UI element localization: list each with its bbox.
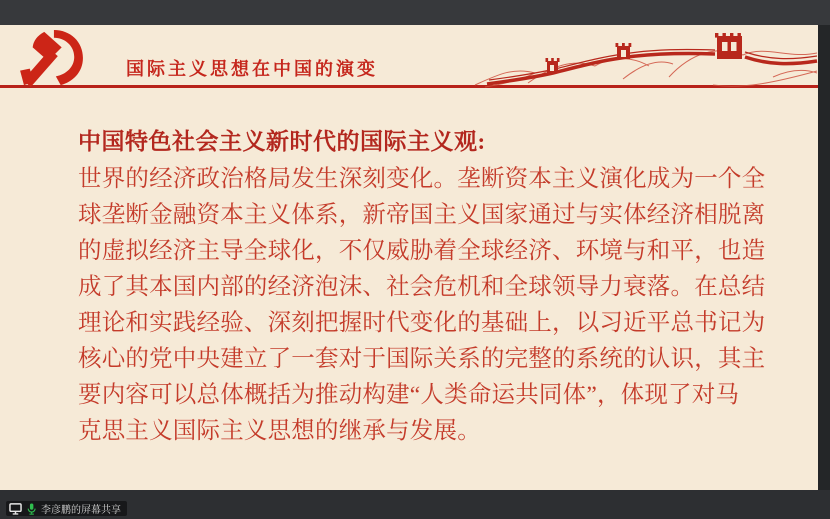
bottom-letterbox-bar [0,490,830,519]
screen-icon [9,503,22,515]
top-letterbox-bar [0,0,830,25]
screen-share-chip [6,501,127,516]
body-line: 球垄断金融资本主义体系，新帝国主义国家通过与实体经济相脱离 [78,202,766,228]
slide-header [0,25,818,88]
presentation-slide [0,25,818,490]
body-line: 核心的党中央建立了一套对于国际关系的完整的系统的认识，其主 [78,346,766,372]
screen-share-label: 李彦鹏的屏幕共享 [41,505,121,516]
body-line: 世界的经济政治格局发生深刻变化。垄断资本主义演化成为一个全 [78,166,766,192]
great-wall-illustration [473,33,818,88]
slide-body [78,125,796,449]
body-line: 成了其本国内部的经济泡沫、社会危机和全球领导力衰落。在总结 [78,274,766,300]
slide-title: 国际主义思想在中国的演变 [126,59,378,79]
cpc-hammer-sickle-icon [16,29,88,87]
body-line: 的虚拟经济主导全球化，不仅威胁着全球经济、环境与和平，也造 [78,238,766,264]
body-line: 理论和实践经验、深刻把握时代变化的基础上，以习近平总书记为 [78,310,766,336]
slide-heading: 中国特色社会主义新时代的国际主义观: [78,129,486,154]
body-line: 要内容可以总体概括为推动构建“人类命运共同体”，体现了对马 [78,382,740,408]
microphone-icon [26,503,37,515]
body-line: 克思主义国际主义思想的继承与发展。 [78,418,481,444]
